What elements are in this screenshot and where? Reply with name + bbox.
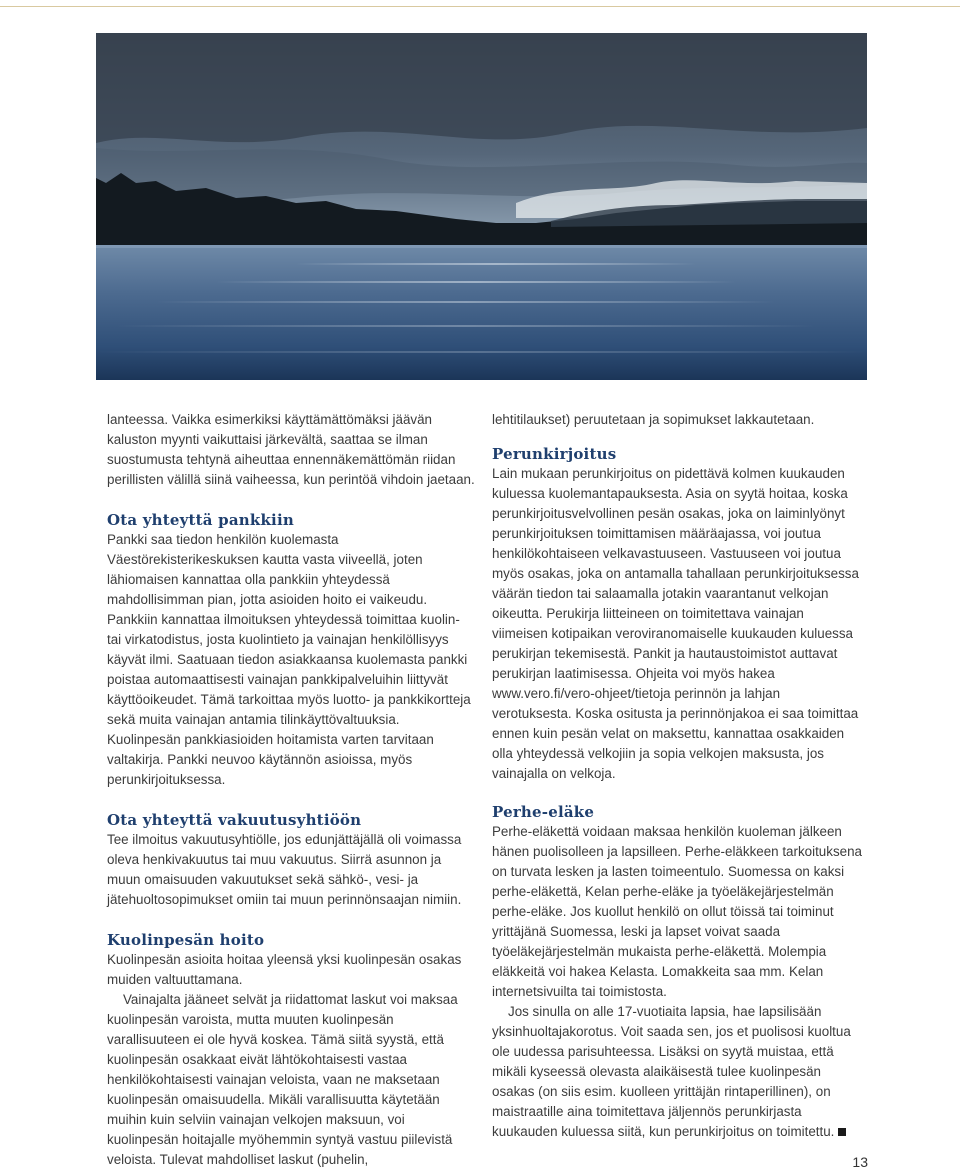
left-paragraph-bank: Pankki saa tiedon henkilön kuolemasta Väestörekisterikeskuksen kautta vasta viiveellä, joten lähiomaisen kannattaa olla pankkiin yhteydessä mahdollisimman pian, jotta asioiden hoito ei vaikeudu. Pankkiin kannattaa ilmoituksen yhteydessä toimittaa kuolin- tai virkatodistus, josta kuolintieto ja vainajan henkilöllisyys käyvät ilmi. Saatuaan tiedon asiakkaansa kuolemasta pankki poistaa automaattisesti vainajan pankkipalveluihin liittyvät käyttöoikeudet. Tämä tarkoittaa myös luotto- ja pankkikortteja sekä muita vainajan antamia tilinkäyttövaltuuksia. Kuolinpesän pankkiasioiden hoitamista varten tarvitaan valtakirja. Pankki neuvoo käytännön asioissa, myös perunkirjoituksessa. <box>107 532 471 787</box>
left-paragraph-insurance: Tee ilmoitus vakuutusyhtiölle, jos edunjättäjällä oli voimassa oleva henkivakuutus tai muu vakuutus. Siirrä asunnon ja muun omaisuuden vakuutukset sekä sähkö-, vesi- ja jätehuoltosopimukset omiin tai muun perinnönsaajan nimiin. <box>107 832 462 907</box>
heading-family-pension: Perhe-eläke <box>492 803 595 821</box>
right-paragraph-inventory: Lain mukaan perunkirjoitus on pidettävä kolmen kuukauden kuluessa kuolemantapauksesta. Asia on syytä hoitaa, koska perunkirjoitusvelvollinen pesän osakas, joka on laiminlyönyt perunkirjoituksen toimittamisen määräajassa, voi joutua henkilökohtaiseen velkavastuuseen. Vastuuseen voi joutua myös osakas, joka on antamalla tahallaan perunkirjoituksessa väärän tiedon tai salaamalla jotakin vaarantanut velkojan oikeutta. Perukirja liitteineen on toimitettava vainajan viimeisen kotipaikan veroviranomaiselle kuukauden kuluessa perukirjan tekemisestä. Pankit ja hautaustoimistot auttavat perukirjan laatimisessa. Ohjeita voi myös hakea www.vero.fi/vero-ohjeet/tietoja perinnön ja lahjan verotuksesta. Koska ositusta ja perinnönjakoa ei saa toimittaa ennen kuin pesän velat on maksettu, kannattaa osakkaiden olla yhteydessä velkojiin ja sopia velkojen maksusta, jos vainajalla on velkoja. <box>492 466 859 781</box>
left-paragraph-intro: lanteessa. Vaikka esimerkiksi käyttämättömäksi jäävän kaluston myynti vaikuttaisi järkevältä, saattaa se ilman suostumusta tehtynä aiheuttaa ennennäkemättömän riidan perillisten välillä siinä vaiheessa, kun perintöä vihdoin jaetaan. <box>107 412 475 487</box>
heading-contact-bank: Ota yhteyttä pankkiin <box>107 511 294 529</box>
left-paragraph-estate-2: Vainajalta jääneet selvät ja riidattomat laskut voi maksaa kuolinpesän varoista, mutta muuten kuolinpesän varallisuuteen ei ole hyvä koskea. Tämä siitä syystä, että kuolinpesän osakkaat eivät lähtökohtaisesti vastaa henkilökohtaisesti vainajan veloista, vaan ne maksetaan kuolinpesän omaisuudella. Mikäli varallisuutta käytetään muihin kuin selviin vainajan velkojen maksuun, voi kuolinpesän hoitajalle myöhemmin syntyä vastuu piilevistä veloista. Tulevat mahdolliset laskut (puhelin, <box>107 992 458 1167</box>
right-paragraph-pension: Perhe-eläkettä voidaan maksaa henkilön kuoleman jälkeen hänen puolisolleen ja lapsilleen. Perhe-eläkkeen tarkoituksena on turvata lesken ja lasten toimeentulo. Suomessa on kaksi perhe-eläkettä, Kelan perhe-eläke ja työeläkejärjestelmän perhe-eläke. Jos kuollut henkilö on ollut töissä tai toiminut yrittäjänä Suomessa, leski ja lapset voivat saada työeläkejärjestelmän mukaista perhe-eläkettä. Molempia eläkkeitä voi hakea Kelasta. Lomakkeita saa mm. Kelan internetsivuilta tai toimistosta. <box>492 824 862 999</box>
left-column <box>107 410 475 1170</box>
heading-estate-inventory: Perunkirjoitus <box>492 445 617 463</box>
top-rule <box>0 6 960 7</box>
heading-estate-management: Kuolinpesän hoito <box>107 931 265 949</box>
heading-contact-insurance: Ota yhteyttä vakuutusyhtiöön <box>107 811 362 829</box>
right-column <box>492 410 862 1142</box>
right-paragraph-children <box>492 1002 862 1142</box>
end-of-article-mark <box>838 1128 846 1136</box>
lake-photo <box>96 33 867 380</box>
right-paragraph-continued: lehtitilaukset) peruutetaan ja sopimukset lakkautetaan. <box>492 412 815 427</box>
left-paragraph-estate-1: Kuolinpesän asioita hoitaa yleensä yksi kuolinpesän osakas muiden valtuuttamana. <box>107 952 462 987</box>
right-paragraph-children-text: Jos sinulla on alle 17-vuotiaita lapsia, hae lapsilisään yksinhuoltajakorotus. Voit saada sen, jos et puolisosi kuoltua ole uudessa parisuhteessa. Lisäksi on syytä muistaa, että mikäli kyseessä olevasta alaikäisestä tulee kuolinpesän osakas (on siis esim. kuolleen yrittäjän rintaperillinen), on maistraatille aina toimitettava jäljennös perunkirjasta kuukauden kuluessa siitä, kun perunkirjoitus on toimitettu. <box>492 1004 851 1139</box>
page-number: 13 <box>852 1154 868 1170</box>
